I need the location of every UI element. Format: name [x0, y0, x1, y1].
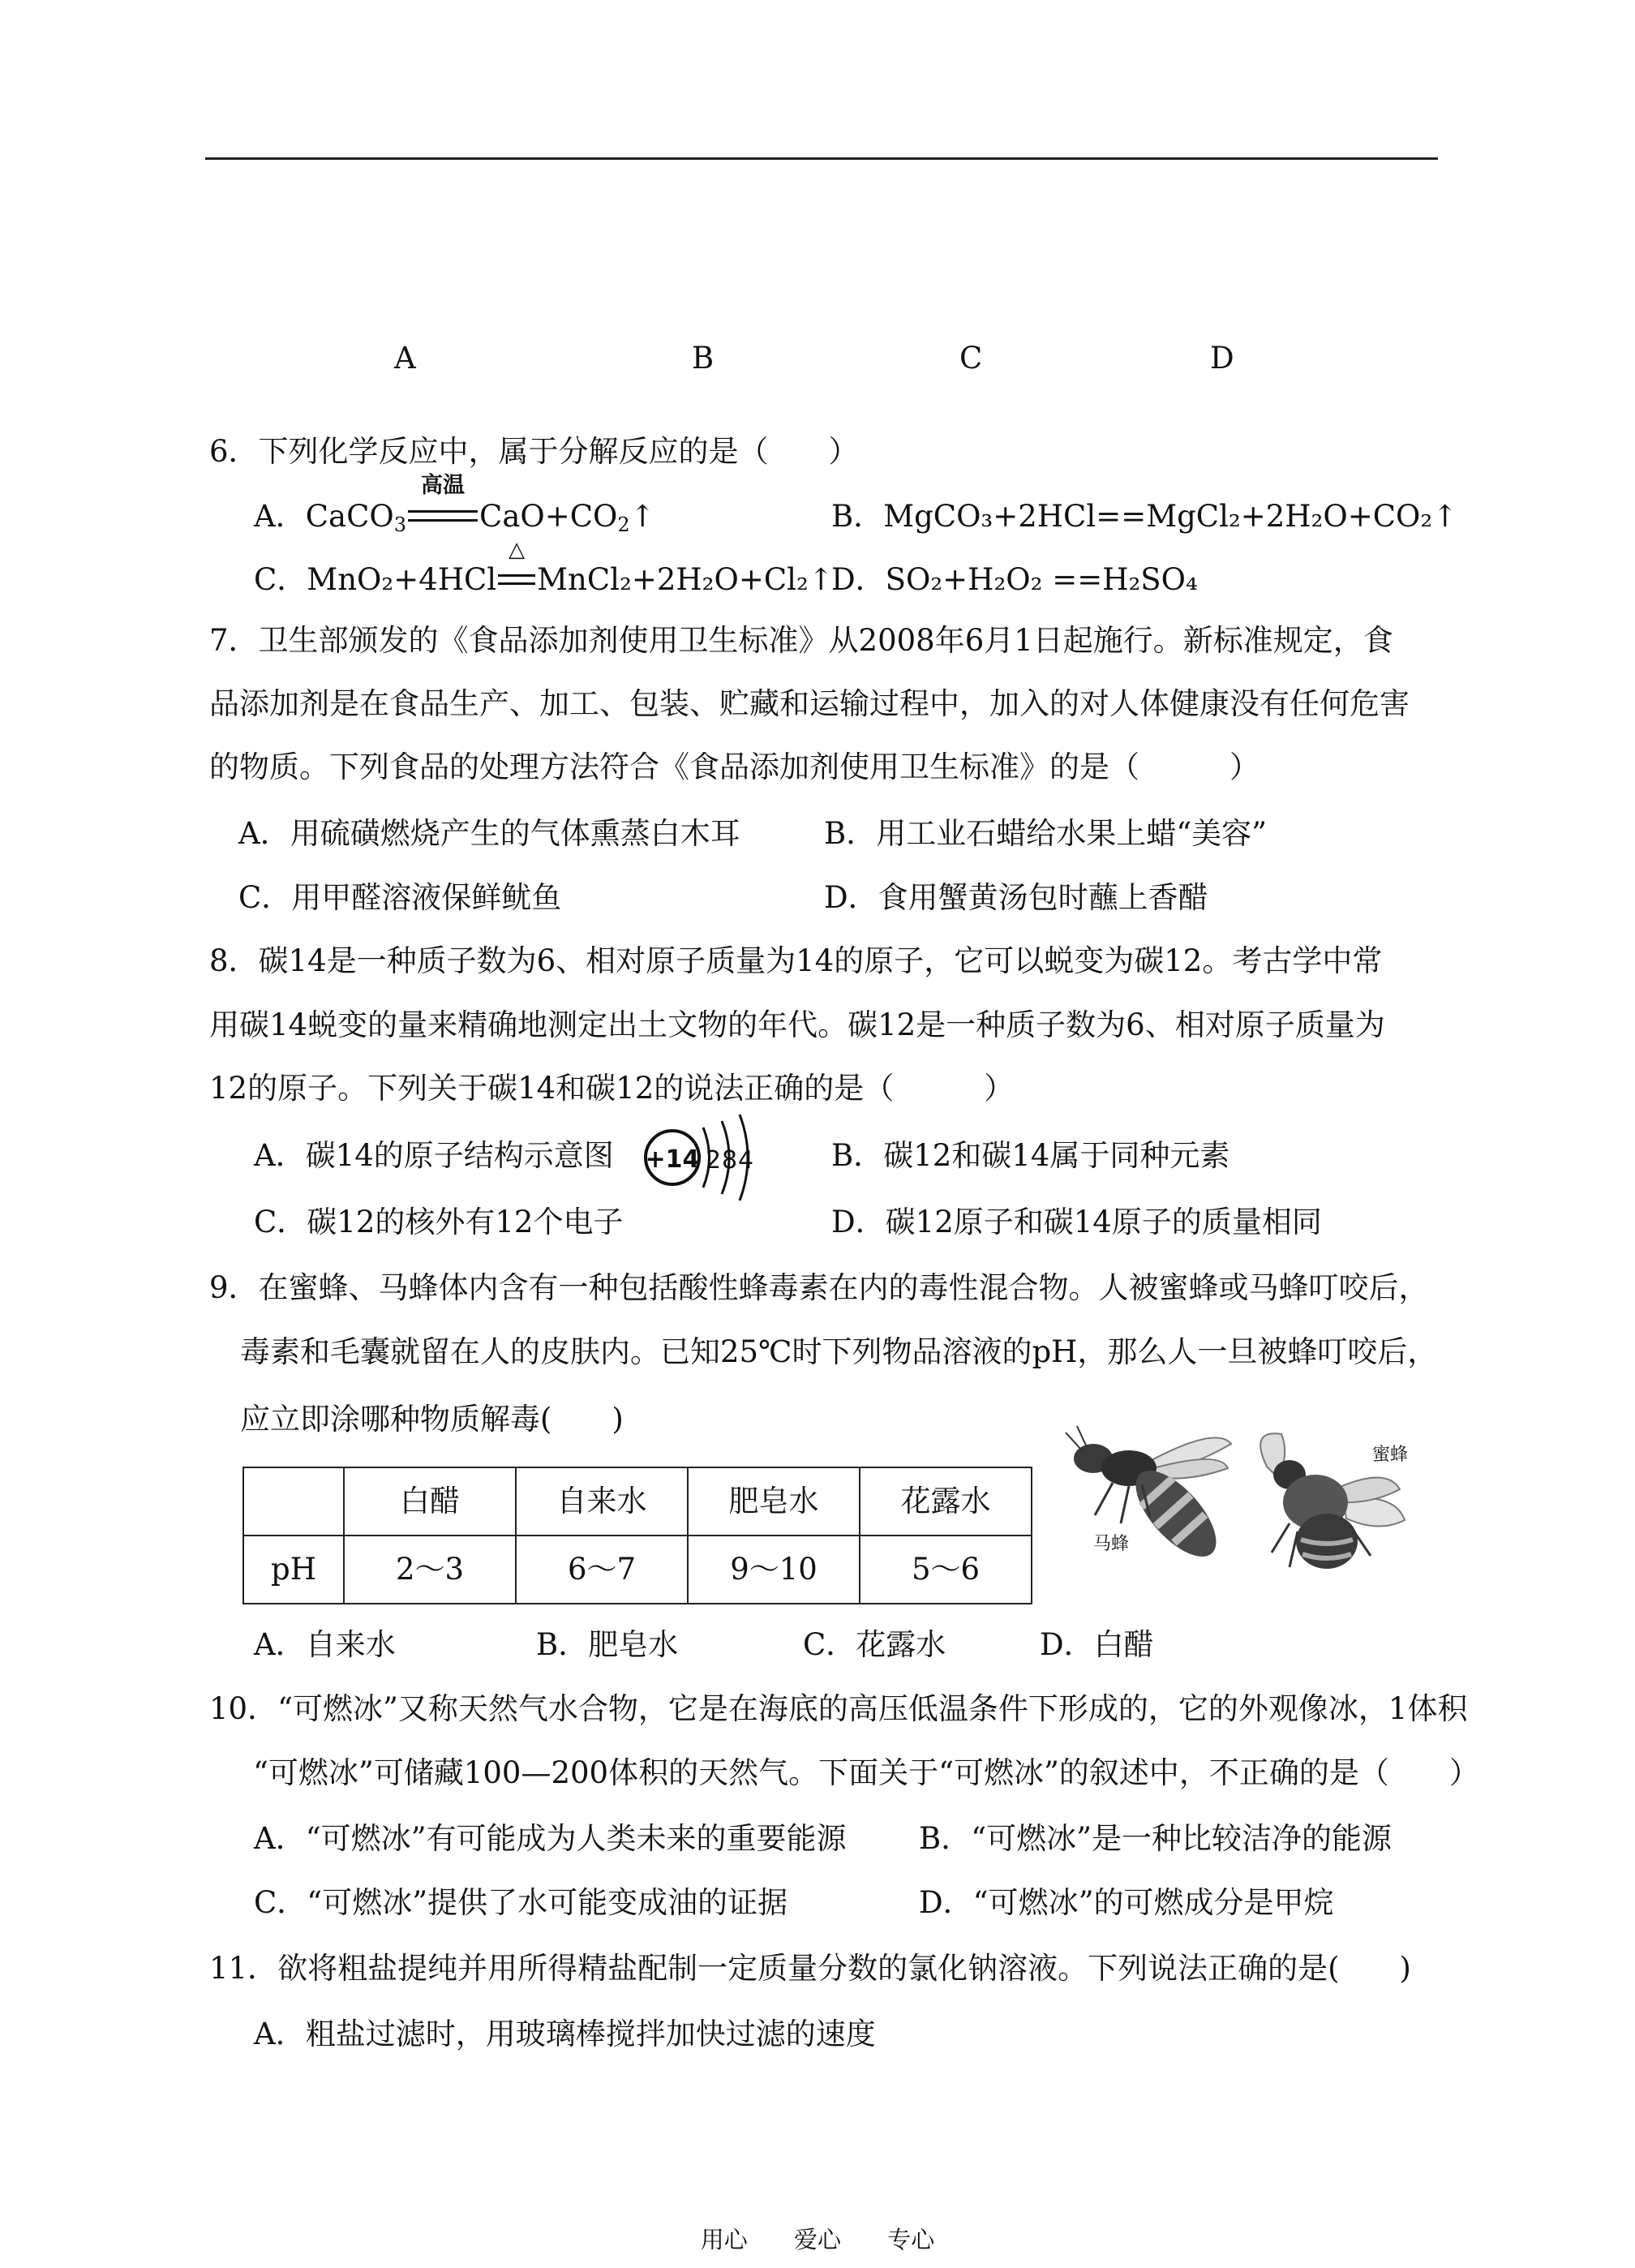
q10-option-b: B．“可燃冰”是一种比较洁净的能源 [919, 1821, 1393, 1856]
bee-label: 蜜蜂 [1372, 1445, 1409, 1465]
image-option-label-c: C [959, 341, 983, 376]
table-cell: 花露水 [860, 1467, 1032, 1536]
q8-stem-line-1: 8．碳14是一种质子数为6、相对原子质量为14的原子，它可以蜕变为碳12。考古学中常 [209, 943, 1383, 978]
hornet-icon [1066, 1426, 1231, 1570]
table-cell: 9～10 [688, 1536, 860, 1604]
q11-option-a: A．粗盐过滤时，用玻璃棒搅拌加快过滤的速度 [254, 2017, 876, 2051]
table-cell: 肥皂水 [688, 1467, 860, 1536]
q8-option-d: D．碳12原子和碳14原子的质量相同 [831, 1205, 1322, 1239]
q9-stem-line-1: 9．在蜜蜂、马蜂体内含有一种包括酸性蜂毒素在内的毒性混合物。人被蜜蜂或马蜂叮咬后， [209, 1270, 1429, 1305]
image-option-label-d: D [1210, 341, 1234, 376]
q10-stem-line-2: “可燃冰”可储藏100—200体积的天然气。下面关于“可燃冰”的叙述中，不正确的是（ ） [253, 1755, 1479, 1790]
q6-option-c: C．MnO₂+4HCl △ MnCl₂+2H₂O+Cl₂↑ [254, 538, 834, 597]
q7-stem-line-1: 7．卫生部颁发的《食品添加剂使用卫生标准》从2008年6月1日起施行。新标准规定，食 [209, 623, 1393, 658]
q9-option-d: D．白醋 [1040, 1627, 1154, 1662]
q8-stem-line-3: 12的原子。下列关于碳14和碳12的说法正确的是（ ） [209, 1071, 1015, 1106]
q9-stem-line-2: 毒素和毛囊就留在人的皮肤内。已知25℃时下列物品溶液的pH，那么人一旦被蜂叮咬后， [240, 1334, 1438, 1369]
q7-option-a: A．用硫磺燃烧产生的气体熏蒸白木耳 [238, 816, 740, 851]
q11-stem: 11．欲将粗盐提纯并用所得精盐配制一定质量分数的氯化钠溶液。下列说法正确的是( ) [209, 1951, 1411, 1986]
table-cell: 自来水 [516, 1467, 688, 1536]
footer-word: 专心 [887, 2226, 935, 2253]
q7-option-d: D．食用蟹黄汤包时蘸上香醋 [824, 880, 1208, 915]
carbon-atom-structure-diagram [634, 1111, 756, 1204]
q7-stem-line-3: 的物质。下列食品的处理方法符合《食品添加剂使用卫生标准》的是（ ） [209, 750, 1260, 784]
atom-nucleus-label: +14 [645, 1145, 700, 1174]
atom-shell-1-count: 2 [706, 1146, 722, 1175]
q10-option-a: A．“可燃冰”有可能成为人类未来的重要能源 [254, 1821, 847, 1856]
table-row [243, 1467, 1032, 1536]
page-footer [0, 2226, 1635, 2254]
hornet-label: 马蜂 [1093, 1534, 1130, 1554]
header-rule [205, 157, 1438, 160]
q6-option-d: D．SO₂+H₂O₂ ==H₂SO₄ [831, 562, 1198, 597]
q7-stem-line-2: 品添加剂是在食品生产、加工、包装、贮藏和运输过程中，加入的对人体健康没有任何危害 [209, 686, 1410, 721]
q7-option-c: C．用甲醛溶液保鲜鱿鱼 [238, 880, 562, 915]
table-cell: 2～3 [344, 1536, 516, 1604]
q9-option-c: C．花露水 [803, 1627, 946, 1662]
q9-option-b: B．肥皂水 [536, 1627, 679, 1662]
table-cell: 6～7 [516, 1536, 688, 1604]
q10-stem-line-1: 10．“可燃冰”又称天然气水合物，它是在海底的高压低温条件下形成的，它的外观像冰，1体积 [209, 1691, 1468, 1726]
table-cell: 5～6 [860, 1536, 1032, 1604]
q8-option-a: A．碳14的原子结构示意图 [254, 1138, 614, 1173]
q8-option-c: C．碳12的核外有12个电子 [254, 1205, 624, 1239]
atom-shell-3-count: 4 [738, 1146, 754, 1175]
footer-word: 用心 [700, 2226, 748, 2253]
footer-word: 爱心 [793, 2226, 841, 2253]
q9-stem-line-3: 应立即涂哪种物质解毒( ) [240, 1402, 624, 1437]
table-cell: 白醋 [344, 1467, 516, 1536]
q6-option-b: B．MgCO₃+2HCl==MgCl₂+2H₂O+CO₂↑ [831, 499, 1458, 534]
image-option-label-b: B [692, 341, 715, 376]
image-option-label-a: A [394, 341, 416, 376]
q10-option-c: C．“可燃冰”提供了水可能变成油的证据 [254, 1885, 788, 1920]
q8-option-b: B．碳12和碳14属于同种元素 [831, 1138, 1230, 1173]
table-cell [243, 1467, 344, 1536]
atom-shell-2-count: 8 [722, 1146, 738, 1175]
q7-option-b: B．用工业石蜡给水果上蜡“美容” [824, 816, 1268, 851]
ph-table [242, 1467, 1032, 1604]
q9-option-a: A．自来水 [254, 1627, 396, 1662]
q10-option-d: D．“可燃冰”的可燃成分是甲烷 [919, 1885, 1334, 1920]
q6-a-condition: 高温 [421, 473, 466, 498]
q6-stem: 6．下列化学反应中，属于分解反应的是（ ） [209, 434, 859, 469]
table-row [243, 1536, 1032, 1604]
q8-stem-line-2: 用碳14蜕变的量来精确地测定出土文物的年代。碳12是一种质子数为6、相对原子质量为 [209, 1007, 1385, 1042]
q6-option-a: A．CaCO$_3$ 高温 $CaO+CO_2↑$ [254, 473, 655, 536]
q6-c-condition: △ [509, 538, 526, 562]
table-cell: pH [243, 1536, 344, 1604]
hornet-and-bee-illustration [1054, 1418, 1427, 1588]
